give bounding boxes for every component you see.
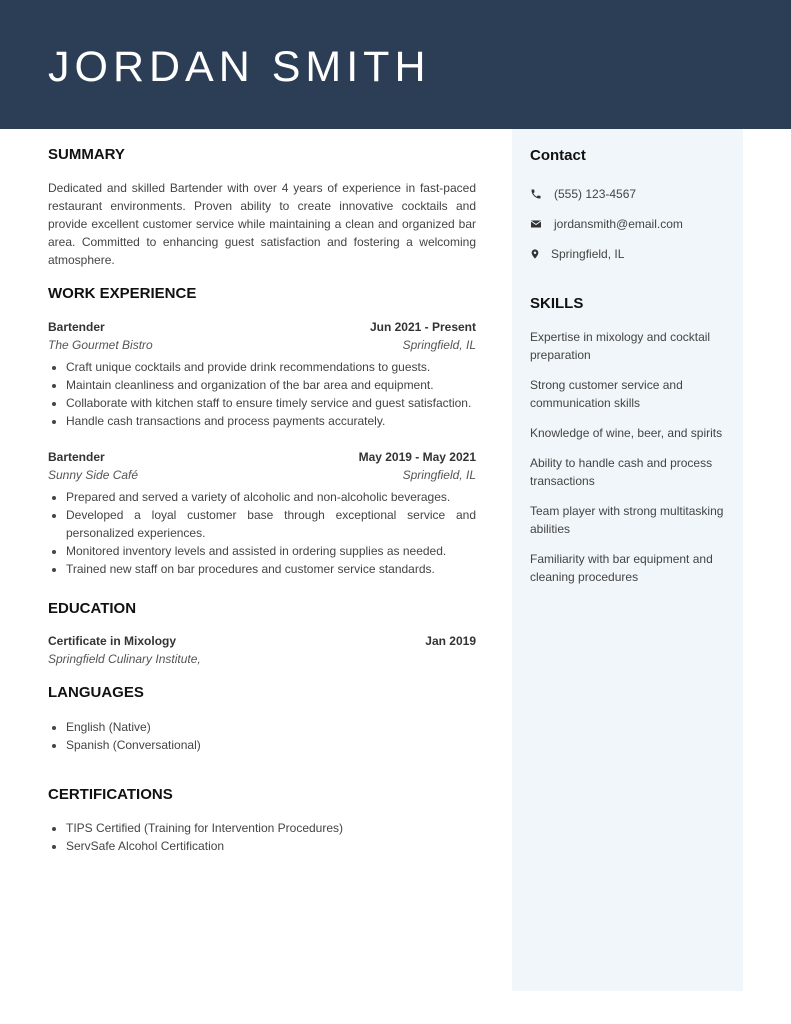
skill-item: Team player with strong multitasking abilities bbox=[530, 504, 724, 536]
list-item: • Prepared and served a variety of alcoholic and non-alcoholic beverages. bbox=[66, 488, 476, 506]
list-item: • Trained new staff on bar procedures and customer service standards. bbox=[66, 560, 476, 578]
list-item: • Developed a loyal customer base through exceptional service and personalized experiences. bbox=[66, 506, 476, 542]
education-heading: EDUCATION bbox=[48, 600, 137, 617]
job-entry bbox=[48, 318, 476, 430]
phone-number: (555) 123-4567 bbox=[554, 187, 637, 201]
list-item: • Maintain cleanliness and organization of the bar area and equipment. bbox=[66, 376, 476, 394]
email-address: jordansmith@email.com bbox=[554, 217, 683, 231]
school: Springfield Culinary Institute, bbox=[48, 652, 201, 666]
list-item: • English (Native) bbox=[66, 718, 476, 736]
skill-item: Expertise in mixology and cocktail preparation bbox=[530, 330, 711, 362]
certifications-bullets bbox=[48, 819, 476, 855]
phone-icon bbox=[530, 188, 542, 200]
skill-item: Ability to handle cash and process transactions bbox=[530, 456, 713, 488]
education-date: Jan 2019 bbox=[425, 634, 476, 648]
list-item: • TIPS Certified (Training for Intervention Procedures) bbox=[66, 819, 476, 837]
summary-heading: SUMMARY bbox=[48, 146, 125, 163]
experience-heading: WORK EXPERIENCE bbox=[48, 285, 197, 302]
job-company: The Gourmet Bistro bbox=[48, 338, 153, 352]
languages-list bbox=[48, 714, 476, 754]
skill-item: Familiarity with bar equipment and cleaning procedures bbox=[530, 552, 713, 584]
envelope-icon bbox=[530, 218, 542, 230]
skill-item: Strong customer service and communication skills bbox=[530, 378, 683, 410]
list-item: • Spanish (Conversational) bbox=[66, 736, 476, 754]
map-pin-icon bbox=[530, 248, 540, 260]
degree: Certificate in Mixology bbox=[48, 634, 177, 648]
job-role: Bartender bbox=[48, 320, 105, 334]
languages-heading: LANGUAGES bbox=[48, 684, 144, 701]
resume-header bbox=[0, 0, 791, 129]
contact-heading: Contact bbox=[530, 147, 586, 164]
languages-bullets bbox=[48, 718, 476, 754]
job-duties bbox=[48, 358, 476, 430]
job-dates: Jun 2021 - Present bbox=[369, 320, 476, 334]
list-item: • Monitored inventory levels and assisted in ordering supplies as needed. bbox=[66, 542, 476, 560]
job-duties bbox=[48, 488, 476, 578]
job-dates: May 2019 - May 2021 bbox=[358, 450, 476, 464]
list-item: • Handle cash transactions and process payments accurately. bbox=[66, 412, 476, 430]
candidate-name: JORDAN SMITH bbox=[48, 43, 431, 91]
skills-list bbox=[530, 328, 730, 598]
education-entry bbox=[48, 632, 476, 668]
job-location: Springfield, IL bbox=[402, 468, 476, 482]
location-text: Springfield, IL bbox=[551, 247, 625, 261]
certifications-list bbox=[48, 815, 476, 855]
skills-heading: SKILLS bbox=[530, 295, 584, 312]
list-item: • Collaborate with kitchen staff to ensure timely service and guest satisfaction. bbox=[66, 394, 476, 412]
list-item: • Craft unique cocktails and provide drink recommendations to guests. bbox=[66, 358, 476, 376]
list-item: • ServSafe Alcohol Certification bbox=[66, 837, 476, 855]
sidebar bbox=[512, 129, 743, 991]
summary-text: Dedicated and skilled Bartender with over 4 years of experience in fast-paced restaurant environments. Proven ability to create innovative cocktails and provide excellent customer service while maintaining a clean and organized bar area. Committed to enhancing guest satisfaction and fostering a welcoming atmosphere. bbox=[48, 181, 476, 267]
job-company: Sunny Side Café bbox=[48, 468, 139, 482]
certifications-heading: CERTIFICATIONS bbox=[48, 786, 173, 803]
skill-item: Knowledge of wine, beer, and spirits bbox=[530, 426, 723, 440]
job-entry bbox=[48, 448, 476, 578]
job-location: Springfield, IL bbox=[402, 338, 476, 352]
job-role: Bartender bbox=[48, 450, 105, 464]
